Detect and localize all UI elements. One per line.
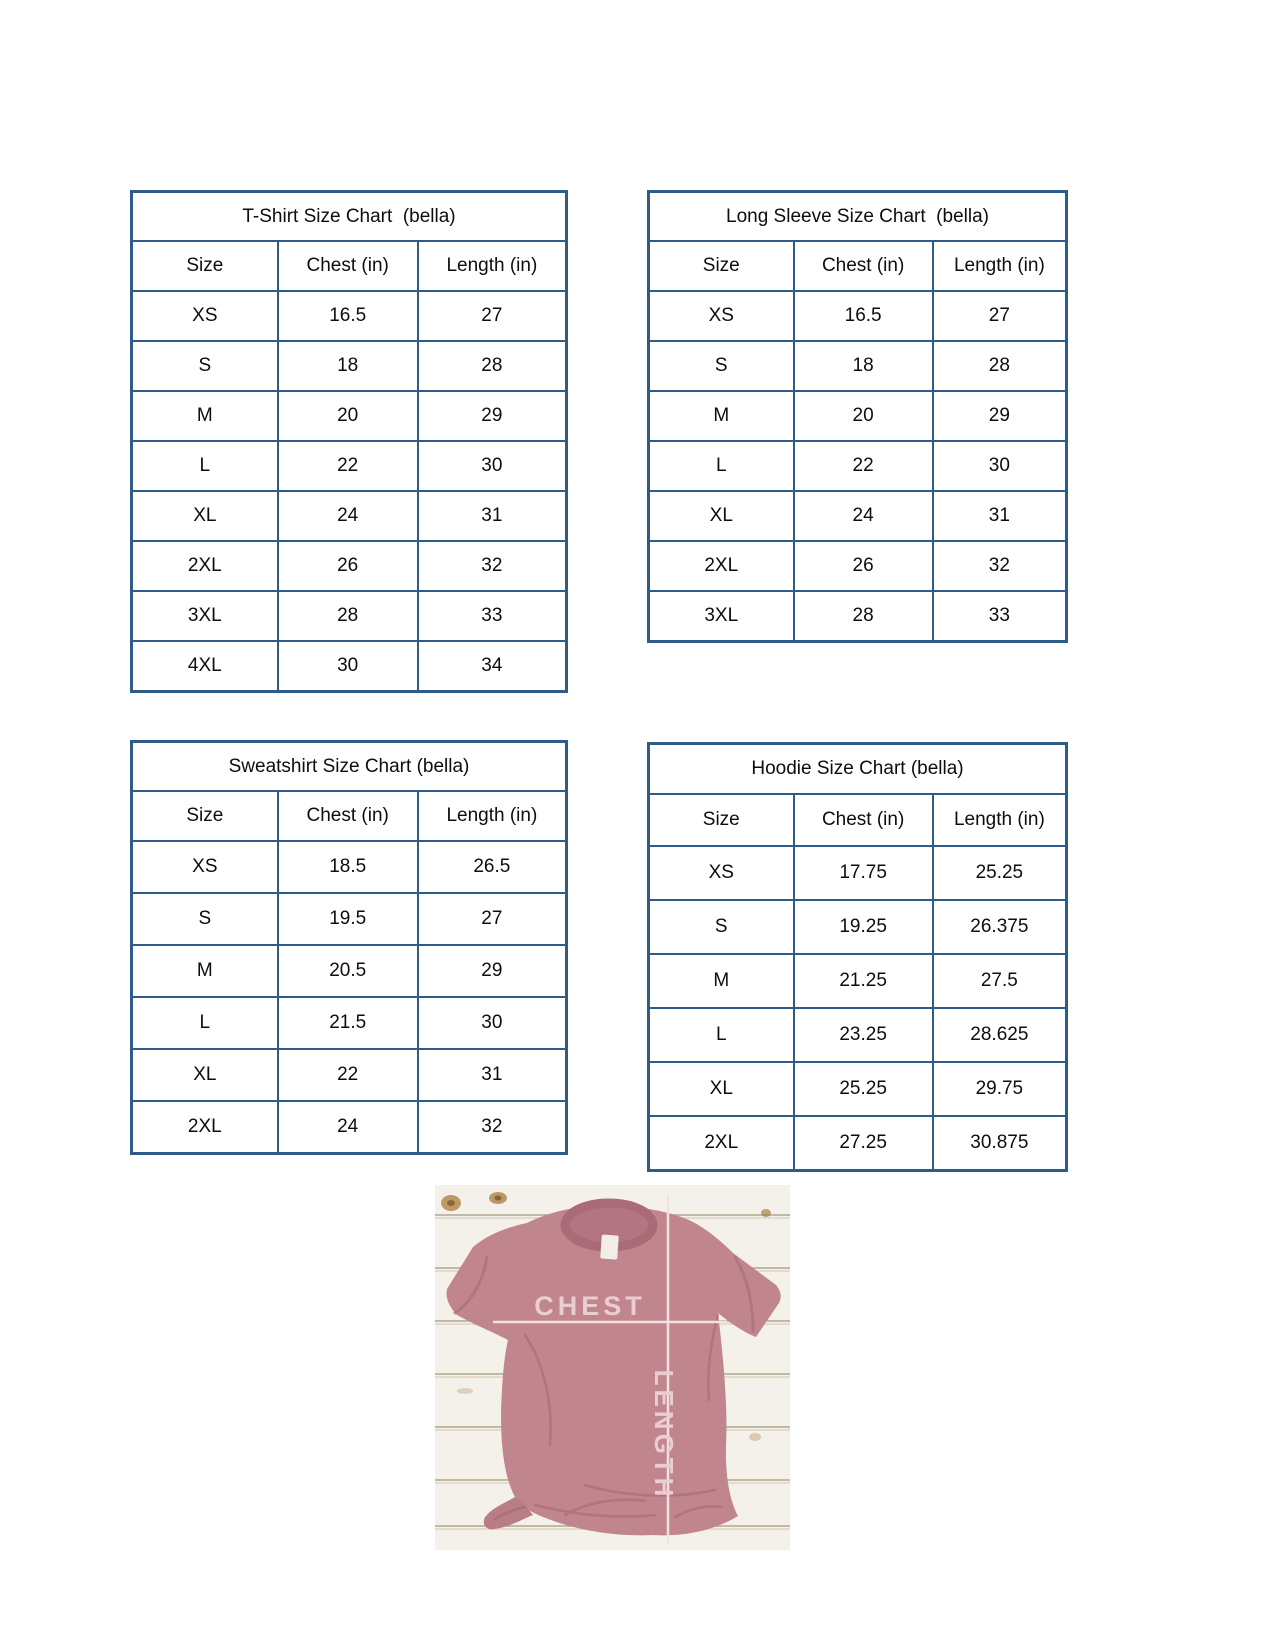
chest-cell: 21.5: [278, 997, 418, 1049]
size-cell: L: [132, 441, 278, 491]
chest-label: CHEST: [534, 1291, 646, 1321]
size-cell: L: [132, 997, 278, 1049]
size-cell: XS: [132, 841, 278, 893]
table-row: [132, 1101, 567, 1154]
table-header-row: [649, 794, 1067, 846]
chest-cell: 19.25: [794, 900, 933, 954]
table-row: [132, 541, 567, 591]
table-row: [649, 591, 1067, 642]
sweatshirt-table-title: Sweatshirt Size Chart (bella): [132, 742, 567, 792]
size-cell: 2XL: [649, 541, 794, 591]
table-row: [649, 1116, 1067, 1171]
length-cell: 31: [418, 1049, 567, 1101]
length-cell: 31: [933, 491, 1067, 541]
length-cell: 27: [418, 893, 567, 945]
column-header-chest: Chest (in): [278, 791, 418, 841]
shirt-measurement-photo: [435, 1185, 790, 1550]
chest-cell: 18.5: [278, 841, 418, 893]
column-header-size: Size: [649, 794, 794, 846]
size-cell: XL: [649, 491, 794, 541]
table-row: [649, 541, 1067, 591]
size-cell: L: [649, 1008, 794, 1062]
length-cell: 26.5: [418, 841, 567, 893]
size-cell: 2XL: [649, 1116, 794, 1171]
column-header-size: Size: [649, 241, 794, 291]
size-cell: XS: [649, 846, 794, 900]
size-cell: M: [649, 391, 794, 441]
chest-cell: 18: [278, 341, 418, 391]
size-cell: XL: [132, 1049, 278, 1101]
table-row: [132, 1049, 567, 1101]
tshirt-size-chart-table: [130, 190, 568, 693]
chest-cell: 26: [278, 541, 418, 591]
long-sleeve-size-chart-table: [647, 190, 1068, 643]
table-row: [649, 1062, 1067, 1116]
table-header-row: [132, 791, 567, 841]
length-cell: 30: [933, 441, 1067, 491]
size-cell: M: [132, 391, 278, 441]
table-row: [649, 846, 1067, 900]
chest-cell: 28: [794, 591, 933, 642]
chest-cell: 21.25: [794, 954, 933, 1008]
size-cell: XL: [649, 1062, 794, 1116]
length-cell: 27.5: [933, 954, 1067, 1008]
chest-cell: 16.5: [278, 291, 418, 341]
size-cell: 4XL: [132, 641, 278, 692]
chest-cell: 27.25: [794, 1116, 933, 1171]
chest-cell: 23.25: [794, 1008, 933, 1062]
chest-cell: 24: [278, 1101, 418, 1154]
column-header-size: Size: [132, 241, 278, 291]
length-cell: 27: [418, 291, 567, 341]
tshirt-neck-tag: [600, 1234, 619, 1259]
table-row: [649, 1008, 1067, 1062]
length-cell: 34: [418, 641, 567, 692]
chest-cell: 20: [278, 391, 418, 441]
size-cell: S: [132, 341, 278, 391]
length-cell: 30: [418, 997, 567, 1049]
size-cell: L: [649, 441, 794, 491]
table-title-row: [132, 192, 567, 242]
length-cell: 28: [418, 341, 567, 391]
table-title-row: [649, 192, 1067, 242]
table-row: [132, 491, 567, 541]
chest-cell: 24: [794, 491, 933, 541]
column-header-length: Length (in): [933, 241, 1067, 291]
table-row: [132, 591, 567, 641]
table-title-row: [132, 742, 567, 792]
length-cell: 29.75: [933, 1062, 1067, 1116]
table-row: [132, 945, 567, 997]
length-cell: 32: [933, 541, 1067, 591]
hoodie-table-title: Hoodie Size Chart (bella): [649, 744, 1067, 795]
chest-cell: 22: [794, 441, 933, 491]
table-row: [649, 900, 1067, 954]
length-cell: 31: [418, 491, 567, 541]
chest-cell: 30: [278, 641, 418, 692]
table-row: [132, 391, 567, 441]
size-cell: M: [132, 945, 278, 997]
column-header-chest: Chest (in): [794, 241, 933, 291]
table-header-row: [132, 241, 567, 291]
size-cell: XS: [132, 291, 278, 341]
size-cell: XL: [132, 491, 278, 541]
column-header-chest: Chest (in): [278, 241, 418, 291]
length-cell: 33: [933, 591, 1067, 642]
size-cell: 2XL: [132, 1101, 278, 1154]
size-cell: S: [649, 900, 794, 954]
table-row: [132, 641, 567, 692]
table-row: [132, 997, 567, 1049]
chest-cell: 28: [278, 591, 418, 641]
size-cell: 3XL: [649, 591, 794, 642]
table-row: [649, 391, 1067, 441]
hoodie-size-chart-table: [647, 742, 1068, 1172]
chest-cell: 22: [278, 1049, 418, 1101]
length-cell: 28.625: [933, 1008, 1067, 1062]
length-cell: 29: [418, 391, 567, 441]
size-cell: XS: [649, 291, 794, 341]
column-header-length: Length (in): [418, 241, 567, 291]
chest-cell: 26: [794, 541, 933, 591]
length-cell: 29: [933, 391, 1067, 441]
table-row: [132, 291, 567, 341]
table-row: [649, 491, 1067, 541]
column-header-length: Length (in): [933, 794, 1067, 846]
chest-cell: 24: [278, 491, 418, 541]
tshirt-table-title: T-Shirt Size Chart (bella): [132, 192, 567, 242]
column-header-size: Size: [132, 791, 278, 841]
sweatshirt-size-chart-table: [130, 740, 568, 1155]
length-cell: 29: [418, 945, 567, 997]
length-cell: 32: [418, 541, 567, 591]
table-row: [649, 341, 1067, 391]
table-title-row: [649, 744, 1067, 795]
chest-cell: 18: [794, 341, 933, 391]
length-label: LENGTH: [649, 1369, 679, 1501]
table-row: [132, 841, 567, 893]
table-row: [132, 893, 567, 945]
column-header-length: Length (in): [418, 791, 567, 841]
chest-cell: 17.75: [794, 846, 933, 900]
size-cell: 2XL: [132, 541, 278, 591]
length-cell: 25.25: [933, 846, 1067, 900]
length-cell: 26.375: [933, 900, 1067, 954]
length-cell: 30: [418, 441, 567, 491]
table-row: [649, 291, 1067, 341]
length-cell: 27: [933, 291, 1067, 341]
length-cell: 33: [418, 591, 567, 641]
length-cell: 28: [933, 341, 1067, 391]
table-header-row: [649, 241, 1067, 291]
size-cell: M: [649, 954, 794, 1008]
chest-cell: 20.5: [278, 945, 418, 997]
table-row: [649, 441, 1067, 491]
length-cell: 32: [418, 1101, 567, 1154]
table-row: [132, 441, 567, 491]
size-cell: S: [132, 893, 278, 945]
long-sleeve-table-title: Long Sleeve Size Chart (bella): [649, 192, 1067, 242]
chest-cell: 22: [278, 441, 418, 491]
column-header-chest: Chest (in): [794, 794, 933, 846]
table-row: [132, 341, 567, 391]
size-cell: 3XL: [132, 591, 278, 641]
length-cell: 30.875: [933, 1116, 1067, 1171]
table-row: [649, 954, 1067, 1008]
chest-cell: 16.5: [794, 291, 933, 341]
chest-cell: 25.25: [794, 1062, 933, 1116]
chest-cell: 20: [794, 391, 933, 441]
size-cell: S: [649, 341, 794, 391]
chest-cell: 19.5: [278, 893, 418, 945]
